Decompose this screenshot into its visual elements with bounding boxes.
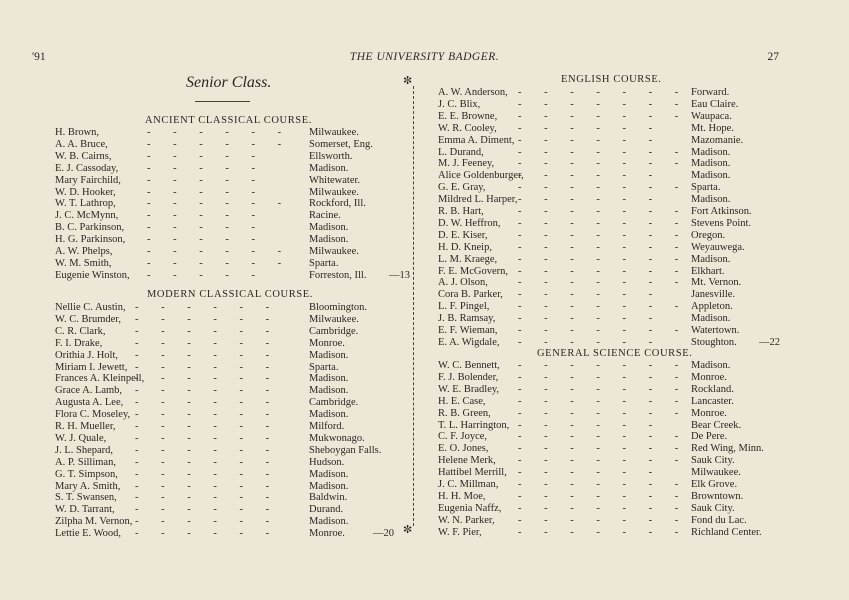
hometown: Sauk City.: [691, 455, 735, 467]
student-name: Orithia J. Holt,: [55, 349, 118, 361]
leader-dashes: - - - - - -: [135, 337, 280, 349]
student-name: L. M. Kraege,: [438, 253, 498, 265]
leader-dashes: - - - - - -: [135, 325, 280, 337]
hometown: Milwaukee.: [691, 467, 741, 479]
leader-dashes: - - - - - - -: [518, 395, 689, 407]
hometown: Janesville.: [691, 289, 736, 301]
leader-dashes: - - - - - -: [135, 385, 280, 397]
student-name: S. T. Swansen,: [55, 492, 117, 504]
leader-dashes: - - - - - -: [135, 421, 280, 432]
hometown: Stoughton.: [691, 336, 737, 348]
leader-dashes: - - - - - - -: [518, 182, 689, 194]
leader-dashes: - - - - - -: [135, 516, 280, 528]
student-name: J. B. Ramsay,: [438, 313, 496, 325]
hometown: Lancaster.: [691, 395, 734, 407]
hometown: Whitewater.: [309, 174, 361, 186]
leader-dashes: - - - - - - -: [518, 514, 689, 526]
student-name: F. I. Drake,: [55, 337, 103, 349]
student-name: Lettie E. Wood,: [55, 528, 122, 540]
hometown: Rockford, Ill.: [309, 198, 366, 210]
student-name: Grace A. Lamb,: [55, 385, 123, 397]
student-name: D. E. Kiser,: [438, 229, 488, 241]
student-name: W. B. Cairns,: [55, 150, 112, 162]
running-title: THE UNIVERSITY BADGER.: [349, 51, 500, 63]
leader-dashes: - - - - -: [147, 186, 265, 198]
leader-dashes: - - - - - - -: [518, 277, 689, 289]
leader-dashes: - - - - - - -: [518, 479, 689, 490]
column-divider: [413, 86, 416, 526]
class-title: Senior Class.: [186, 74, 272, 91]
hometown: Waupaca.: [691, 110, 732, 122]
hometown: Sauk City.: [691, 502, 735, 514]
leader-dashes: - - - - - - -: [518, 229, 689, 241]
hometown: Milford.: [309, 421, 345, 432]
leader-dashes: - - - - -: [147, 222, 265, 234]
student-name: J. C. McMynn,: [55, 210, 119, 222]
student-name: R. B. Green,: [438, 407, 491, 419]
hometown: Monroe.: [691, 371, 727, 383]
student-name: J. L. Shepard,: [55, 444, 114, 456]
hometown: Appleton.: [691, 301, 733, 313]
student-name: E. F. Wieman,: [438, 325, 498, 336]
hometown: Mt. Vernon.: [691, 277, 742, 289]
leader-dashes: - - - - - - -: [518, 360, 689, 371]
leader-dashes: - - - - -: [147, 150, 265, 162]
student-name: L. F. Pingel,: [438, 301, 490, 313]
hometown: Richland Center.: [691, 526, 762, 538]
student-name: W. T. Lathrop,: [55, 198, 116, 210]
leader-dashes: - - - - -: [147, 234, 265, 246]
leader-dashes: - - - - - -: [135, 480, 280, 492]
student-name: A. P. Silliman,: [55, 456, 116, 468]
hometown: Elkhart.: [691, 265, 725, 277]
student-name: W. N. Parker,: [438, 514, 495, 526]
student-name: Eugenia Naffz,: [438, 502, 502, 514]
hometown: Mazomanie.: [691, 134, 744, 146]
student-name: Frances A. Kleinpell,: [55, 373, 145, 385]
section-heading-english: ENGLISH COURSE.: [561, 74, 662, 85]
leader-dashes: - - - - - - -: [518, 110, 689, 122]
student-name: E. O. Jones,: [438, 443, 489, 455]
student-name: Mildred L. Harper,: [438, 194, 518, 206]
leader-dashes: - - - - - -: [147, 246, 292, 257]
student-name: E. A. Wigdale,: [438, 336, 500, 348]
leader-dashes: - - - - - - -: [518, 526, 689, 538]
leader-dashes: - - - - - -: [518, 419, 663, 431]
hometown: Racine.: [309, 210, 341, 222]
section-count: —22: [759, 336, 780, 348]
hometown: Madison.: [309, 373, 349, 385]
section-heading-ancient: ANCIENT CLASSICAL COURSE.: [145, 115, 312, 126]
hometown: Sparta.: [691, 182, 721, 194]
leader-dashes: - - - - - -: [518, 194, 663, 206]
student-name: Hattibel Merrill,: [438, 467, 507, 479]
student-name: M. J. Feeney,: [438, 158, 495, 170]
hometown: Mukwonago.: [309, 432, 365, 444]
hometown: Madison.: [691, 313, 731, 325]
hometown: Milwaukee.: [309, 313, 359, 325]
leader-dashes: - - - - - -: [518, 134, 663, 146]
leader-dashes: - - - - - -: [135, 504, 280, 516]
student-name: B. C. Parkinson,: [55, 222, 125, 234]
hometown: Madison.: [691, 158, 731, 170]
leader-dashes: - - - - - -: [147, 257, 292, 269]
hometown: Madison.: [309, 480, 349, 492]
hometown: Hudson.: [309, 456, 345, 468]
section-count: —13: [389, 269, 410, 281]
student-name: E. J. Cassoday,: [55, 162, 119, 174]
hometown: Madison.: [309, 234, 349, 246]
hometown: Cambridge.: [309, 325, 359, 337]
leader-dashes: - - - - - - -: [518, 98, 689, 110]
student-name: T. L. Harrington,: [438, 419, 510, 431]
hometown: Madison.: [309, 516, 349, 528]
student-name: Mary A. Smith,: [55, 480, 121, 492]
leader-dashes: - - - - - -: [135, 468, 280, 480]
hometown: Madison.: [691, 146, 731, 158]
hometown: Fort Atkinson.: [691, 206, 752, 217]
hometown: Milwaukee.: [309, 127, 359, 138]
hometown: Oregon.: [691, 229, 726, 241]
hometown: Monroe.: [309, 528, 345, 540]
leader-dashes: - - - - - - -: [518, 502, 689, 514]
leader-dashes: - - - - -: [147, 174, 265, 186]
student-name: J. C. Blix,: [438, 98, 481, 110]
leader-dashes: - - - - - -: [135, 444, 280, 456]
hometown: Watertown.: [691, 325, 740, 336]
student-name: H. D. Kneip,: [438, 241, 492, 253]
student-name: H. E. Case,: [438, 395, 486, 407]
student-name: Helene Merk,: [438, 455, 496, 467]
hometown: Somerset, Eng.: [309, 138, 373, 150]
student-name: L. Durand,: [438, 146, 484, 158]
hometown: Bloomington.: [309, 302, 368, 313]
student-name: Alice Goldenburger,: [438, 170, 524, 182]
leader-dashes: - - - - - - -: [518, 206, 689, 217]
student-name: Emma A. Diment,: [438, 134, 515, 146]
leader-dashes: - - - - - - -: [518, 431, 689, 443]
leader-dashes: - - - - - -: [135, 397, 280, 409]
student-name: Mary Fairchild,: [55, 174, 121, 186]
hometown: Forreston, Ill.: [309, 269, 367, 281]
leader-dashes: - - - - - -: [135, 361, 280, 373]
leader-dashes: - - - - - - -: [518, 325, 689, 336]
title-rule: [195, 101, 250, 102]
leader-dashes: - - - - - - -: [518, 455, 689, 467]
student-name: F. E. McGovern,: [438, 265, 509, 277]
leader-dashes: - - - - - -: [135, 349, 280, 361]
student-name: W. C. Bennett,: [438, 360, 500, 371]
leader-dashes: - - - - - -: [135, 492, 280, 504]
student-name: R. H. Mueller,: [55, 421, 116, 432]
leader-dashes: - - - - - -: [518, 467, 663, 479]
hometown: Sheboygan Falls.: [309, 444, 382, 456]
student-name: H. H. Moe,: [438, 490, 486, 502]
student-name: C. F. Joyce,: [438, 431, 488, 443]
student-name: A. W. Anderson,: [438, 87, 508, 98]
hometown: Rockland.: [691, 383, 734, 395]
leader-dashes: - - - - - -: [135, 409, 280, 421]
hometown: Milwaukee.: [309, 186, 359, 198]
hometown: Eau Claire.: [691, 98, 739, 110]
section-heading-science: GENERAL SCIENCE COURSE.: [537, 348, 693, 359]
leader-dashes: - - - - - -: [135, 302, 280, 313]
student-name: G. E. Gray,: [438, 182, 486, 194]
leader-dashes: - - - - - - -: [518, 407, 689, 419]
leader-dashes: - - - - - - -: [518, 241, 689, 253]
leader-dashes: - - - - - -: [135, 373, 280, 385]
leader-dashes: - - - - - - -: [518, 146, 689, 158]
hometown: Milwaukee.: [309, 246, 359, 257]
hometown: Fond du Lac.: [691, 514, 747, 526]
student-name: Zilpha M. Vernon,: [55, 516, 133, 528]
student-name: W. J. Quale,: [55, 432, 107, 444]
student-name: W. M. Smith,: [55, 257, 112, 269]
student-name: Nellie C. Austin,: [55, 302, 126, 313]
leader-dashes: - - - - - - -: [518, 265, 689, 277]
hometown: Monroe.: [691, 407, 727, 419]
student-name: A. A. Bruce,: [55, 138, 108, 150]
leader-dashes: - - - - - -: [518, 289, 663, 301]
bottom-ornament: ✼: [403, 524, 413, 536]
leader-dashes: - - - - -: [147, 269, 265, 281]
leader-dashes: - - - - - - -: [518, 87, 689, 98]
student-name: Flora C. Moseley,: [55, 409, 131, 421]
leader-dashes: - - - - - -: [518, 336, 663, 348]
student-name: C. R. Clark,: [55, 325, 106, 337]
leader-dashes: - - - - - -: [135, 456, 280, 468]
student-name: E. E. Browne,: [438, 110, 498, 122]
leader-dashes: - - - - -: [147, 210, 265, 222]
student-name: W. E. Bradley,: [438, 383, 500, 395]
leader-dashes: - - - - - -: [147, 127, 292, 138]
leader-dashes: - - - - - - -: [518, 158, 689, 170]
student-name: F. J. Bolender,: [438, 371, 499, 383]
hometown: Forward.: [691, 87, 730, 98]
hometown: Madison.: [691, 194, 731, 206]
hometown: Ellsworth.: [309, 150, 353, 162]
hometown: Madison.: [309, 349, 349, 361]
leader-dashes: - - - - - -: [518, 170, 663, 182]
hometown: Madison.: [309, 222, 349, 234]
hometown: Cambridge.: [309, 397, 359, 409]
student-name: D. W. Heffron,: [438, 217, 501, 229]
hometown: Browntown.: [691, 490, 744, 502]
student-name: W. D. Tarrant,: [55, 504, 115, 516]
student-name: H. G. Parkinson,: [55, 234, 126, 246]
hometown: Stevens Point.: [691, 217, 752, 229]
leader-dashes: - - - - - -: [135, 432, 280, 444]
student-name: H. Brown,: [55, 127, 100, 138]
leader-dashes: - - - - - -: [147, 138, 292, 150]
student-name: A. J. Olson,: [438, 277, 488, 289]
hometown: Weyauwega.: [691, 241, 745, 253]
student-name: W. C. Brumder,: [55, 313, 121, 325]
student-name: W. R. Cooley,: [438, 122, 497, 134]
hometown: Madison.: [309, 409, 349, 421]
student-name: Eugenie Winston,: [55, 269, 130, 281]
section-heading-modern: MODERN CLASSICAL COURSE.: [147, 289, 313, 300]
student-name: Miriam I. Jewett,: [55, 361, 128, 373]
page-number: 27: [767, 51, 779, 63]
leader-dashes: - - - - - - -: [518, 443, 689, 455]
hometown: Sparta.: [309, 257, 339, 269]
student-name: Cora B. Parker,: [438, 289, 503, 301]
hometown: Madison.: [309, 385, 349, 397]
leader-dashes: - - - - - - -: [518, 253, 689, 265]
student-name: J. C. Millman,: [438, 479, 499, 490]
student-name: W. D. Hooker,: [55, 186, 116, 198]
student-name: R. B. Hart,: [438, 206, 484, 217]
hometown: Mt. Hope.: [691, 122, 734, 134]
hometown: Sparta.: [309, 361, 339, 373]
hometown: Madison.: [691, 253, 731, 265]
leader-dashes: - - - - - - -: [518, 383, 689, 395]
hometown: Madison.: [691, 170, 731, 182]
top-ornament: ✼: [403, 75, 413, 87]
hometown: Elk Grove.: [691, 479, 738, 490]
leader-dashes: - - - - - -: [135, 313, 280, 325]
student-name: G. T. Simpson,: [55, 468, 118, 480]
leader-dashes: - - - - - - -: [518, 217, 689, 229]
leader-dashes: - - - - - -: [135, 528, 280, 540]
hometown: Baldwin.: [309, 492, 348, 504]
leader-dashes: - - - - -: [147, 162, 265, 174]
page-year: '91: [32, 51, 46, 63]
leader-dashes: - - - - - -: [518, 122, 663, 134]
section-count: —20: [373, 528, 394, 540]
leader-dashes: - - - - - - -: [518, 490, 689, 502]
hometown: Monroe.: [309, 337, 345, 349]
hometown: De Pere.: [691, 431, 728, 443]
student-name: A. W. Phelps,: [55, 246, 113, 257]
student-name: Augusta A. Lee,: [55, 397, 124, 409]
hometown: Durand.: [309, 504, 344, 516]
leader-dashes: - - - - - -: [147, 198, 292, 210]
hometown: Bear Creek.: [691, 419, 742, 431]
hometown: Madison.: [691, 360, 731, 371]
leader-dashes: - - - - - - -: [518, 301, 689, 313]
leader-dashes: - - - - - -: [518, 313, 663, 325]
hometown: Madison.: [309, 162, 349, 174]
hometown: Red Wing, Minn.: [691, 443, 764, 455]
student-name: W. F. Pier,: [438, 526, 482, 538]
leader-dashes: - - - - - - -: [518, 371, 689, 383]
hometown: Madison.: [309, 468, 349, 480]
